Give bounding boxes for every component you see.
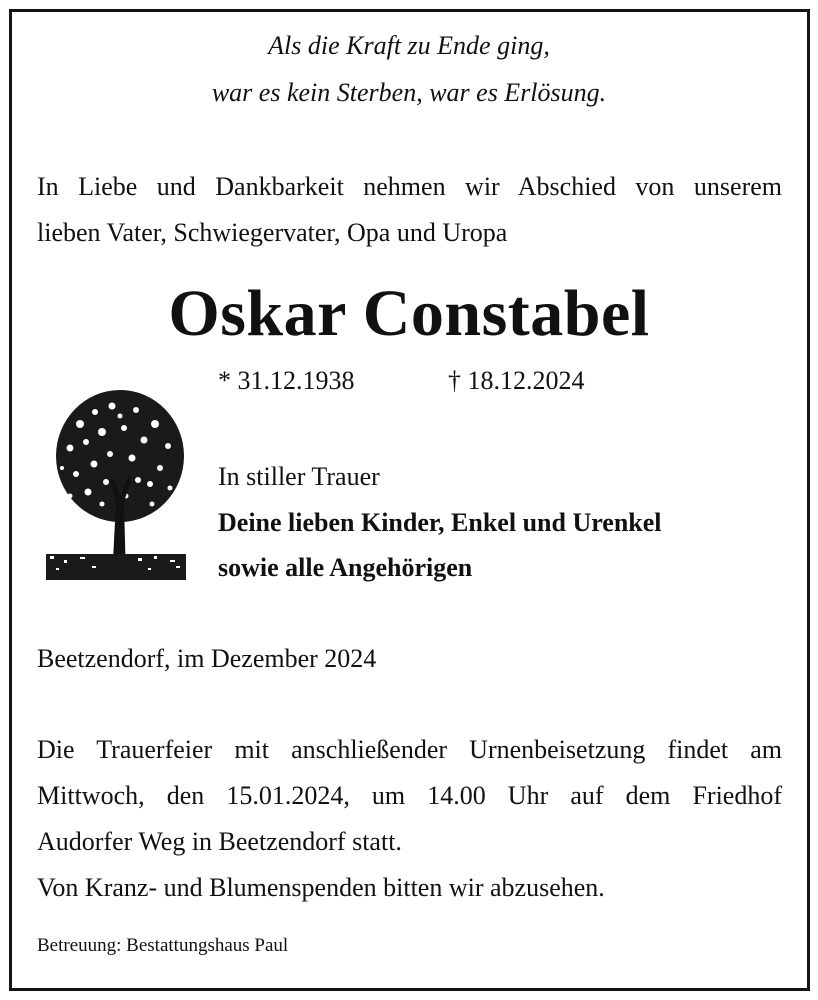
tree-icon: [40, 384, 190, 580]
intro-line-2: lieben Vater, Schwiegervater, Opa und Uropa: [37, 218, 508, 247]
mourners-family: Deine lieben Kinder, Enkel und Urenkel: [218, 508, 662, 537]
death-date: † 18.12.2024: [448, 366, 585, 395]
ceremony-line-1: Die Trauerfeier mit anschließender Urnenbeisetzung findet am: [37, 735, 782, 764]
place-date: Beetzendorf, im Dezember 2024: [37, 644, 377, 673]
deceased-name: Oskar Constabel: [168, 277, 650, 350]
ceremony-line-2: Mittwoch, den 15.01.2024, um 14.00 Uhr auf dem Friedhof: [37, 781, 782, 810]
intro-line-1: In Liebe und Dankbarkeit nehmen wir Abschied von unserem: [37, 172, 782, 201]
quote-line-1: Als die Kraft zu Ende ging,: [268, 31, 550, 60]
funeral-home-credit: Betreuung: Bestattungshaus Paul: [37, 935, 289, 956]
mourners-relatives: sowie alle Angehörigen: [218, 553, 473, 582]
ceremony-line-4: Von Kranz- und Blumenspenden bitten wir abzusehen.: [37, 873, 605, 902]
ceremony-line-3: Audorfer Weg in Beetzendorf statt.: [37, 827, 402, 856]
quote-line-2: war es kein Sterben, war es Erlösung.: [211, 78, 607, 107]
birth-date: * 31.12.1938: [218, 366, 355, 395]
mourners-intro: In stiller Trauer: [218, 462, 380, 491]
